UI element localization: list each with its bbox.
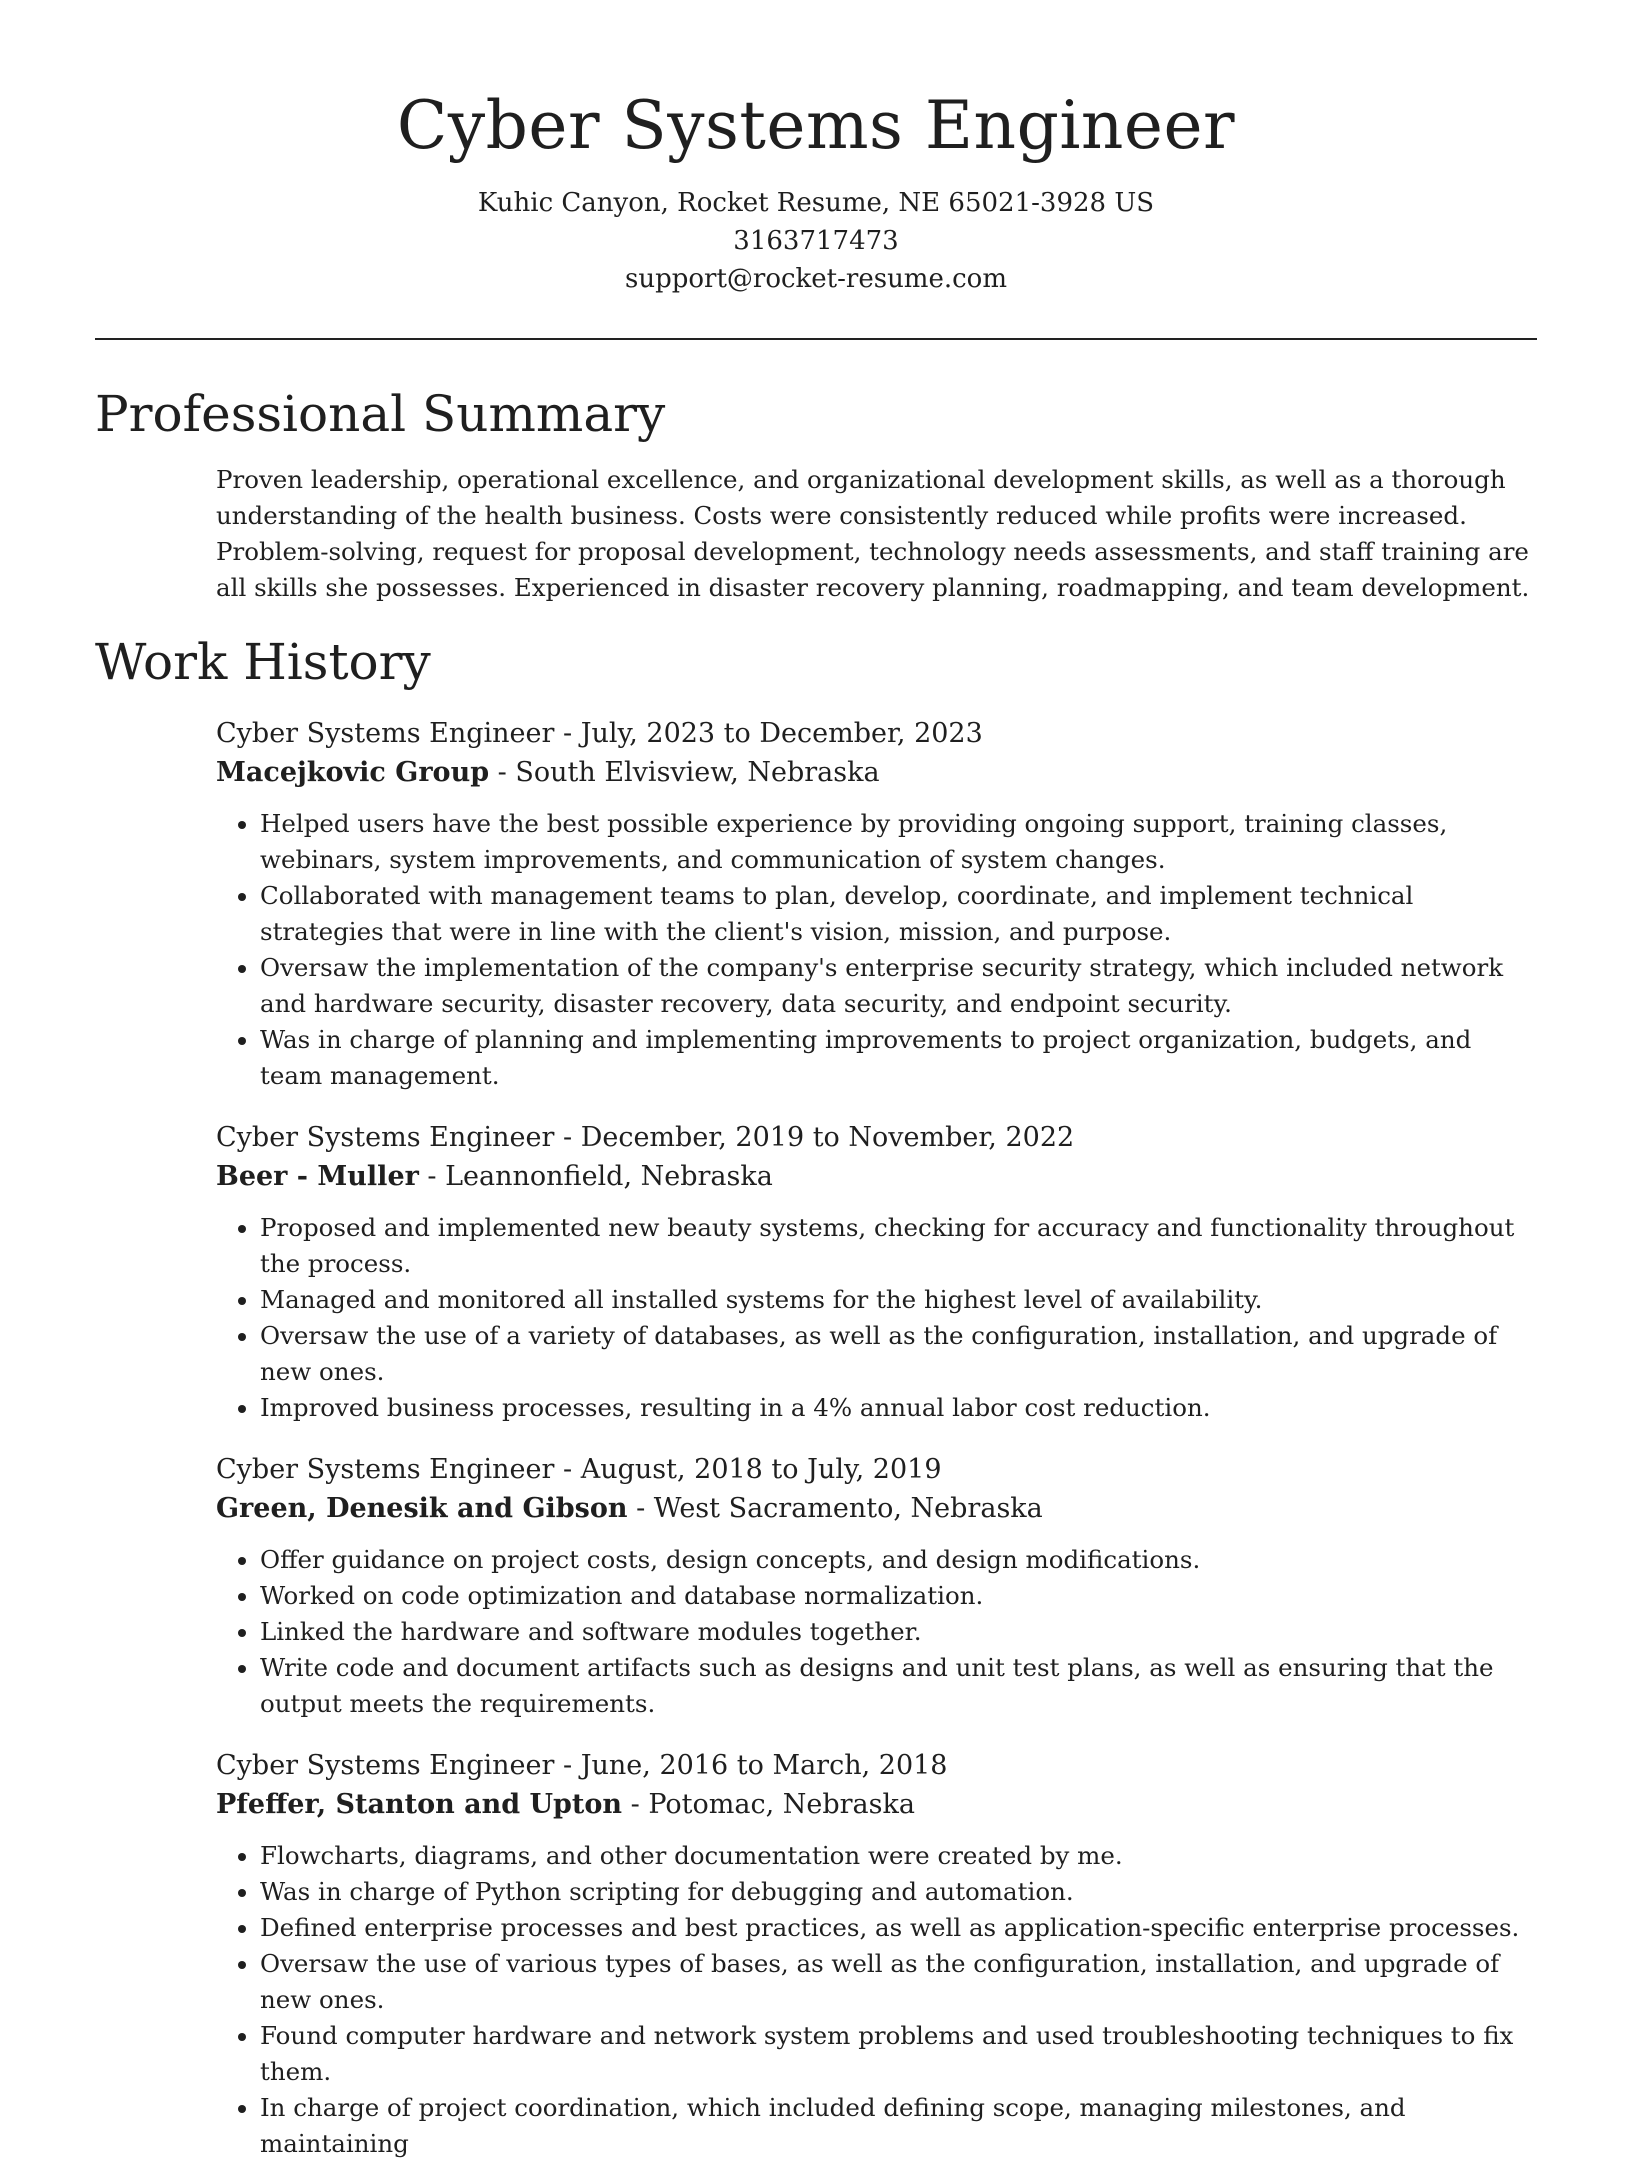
job-bullet: • Write code and document artifacts such as designs and unit test plans, as well as ensuring that the output meets the requirements. <box>260 1650 1537 1722</box>
job-dates: - December, 2019 to November, 2022 <box>554 1122 1075 1153</box>
job-company-line <box>216 1157 1537 1196</box>
job-company: Beer - Muller <box>216 1161 419 1192</box>
job-title: Cyber Systems Engineer <box>216 1750 555 1781</box>
job-company-line <box>216 1489 1537 1528</box>
job-bullet: • Managed and monitored all installed systems for the highest level of availability. <box>260 1282 1537 1318</box>
job-bullets <box>216 1210 1537 1426</box>
job-location: - South Elvisview, Nebraska <box>489 757 880 788</box>
job-company-line <box>216 753 1537 792</box>
summary-text: Proven leadership, operational excellence, and organizational development skills, as well as a thorough understanding of the health business. Costs were consistently reduced while profits were increased. Problem-solving, request for proposal development, technology needs assessments, and staff training are all skills she possesses. Experienced in disaster recovery planning, roadmapping, and team development. <box>216 465 1530 602</box>
contact-phone: 3163717473 <box>733 226 899 256</box>
contact-address: Kuhic Canyon, Rocket Resume, NE 65021-3928 US <box>477 188 1155 218</box>
job-location: - Potomac, Nebraska <box>622 1789 915 1820</box>
contact-block <box>95 184 1537 298</box>
header-divider <box>95 338 1537 340</box>
job-bullet: • Oversaw the implementation of the company's enterprise security strategy, which included network and hardware security, disaster recovery, data security, and endpoint security. <box>260 950 1537 1022</box>
job-entry <box>216 714 1537 1094</box>
job-dates: - August, 2018 to July, 2019 <box>554 1454 942 1485</box>
job-location: - West Sacramento, Nebraska <box>627 1493 1043 1524</box>
contact-email: support@rocket-resume.com <box>624 264 1007 294</box>
job-bullet: • Collaborated with management teams to plan, develop, coordinate, and implement technical strategies that were in line with the client's vision, mission, and purpose. <box>260 878 1537 950</box>
job-title-line <box>216 714 1537 753</box>
job-bullet: • Flowcharts, diagrams, and other documentation were created by me. <box>260 1838 1537 1874</box>
job-bullet: • Was in charge of Python scripting for debugging and automation. <box>260 1874 1537 1910</box>
resume-name: Cyber Systems Engineer <box>396 87 1236 164</box>
summary-heading: Professional Summary <box>95 385 666 443</box>
job-bullet: • Helped users have the best possible experience by providing ongoing support, training classes, webinars, system improvements, and communication of system changes. <box>260 806 1537 878</box>
job-title-line <box>216 1450 1537 1489</box>
job-company: Green, Denesik and Gibson <box>216 1493 628 1524</box>
job-bullet: • Oversaw the use of various types of bases, as well as the configuration, installation, and upgrade of new ones. <box>260 1946 1537 2018</box>
job-entry <box>216 1450 1537 1722</box>
job-bullets <box>216 1838 1537 2162</box>
job-bullet: • Found computer hardware and network system problems and used troubleshooting techniques to fix them. <box>260 2018 1537 2090</box>
job-title: Cyber Systems Engineer <box>216 1122 555 1153</box>
job-location: - Leannonfield, Nebraska <box>418 1161 773 1192</box>
job-bullet: • Worked on code optimization and database normalization. <box>260 1578 1537 1614</box>
work-history-section <box>95 714 1537 2162</box>
job-bullet: • Improved business processes, resulting in a 4% annual labor cost reduction. <box>260 1390 1537 1426</box>
job-bullet: • Was in charge of planning and implementing improvements to project organization, budgets, and team management. <box>260 1022 1537 1094</box>
job-bullet: • Offer guidance on project costs, design concepts, and design modifications. <box>260 1542 1537 1578</box>
job-title-line <box>216 1746 1537 1785</box>
job-company: Pfeffer, Stanton and Upton <box>216 1789 623 1820</box>
job-company-line <box>216 1785 1537 1824</box>
job-bullet: • Defined enterprise processes and best practices, as well as application-specific enterprise processes. <box>260 1910 1537 1946</box>
job-bullet: • Linked the hardware and software modules together. <box>260 1614 1537 1650</box>
job-bullet: • Oversaw the use of a variety of databases, as well as the configuration, installation, and upgrade of new ones. <box>260 1318 1537 1390</box>
job-title-line <box>216 1118 1537 1157</box>
job-bullet: • Proposed and implemented new beauty systems, checking for accuracy and functionality throughout the process. <box>260 1210 1537 1282</box>
job-dates: - June, 2016 to March, 2018 <box>554 1750 948 1781</box>
job-title: Cyber Systems Engineer <box>216 718 555 749</box>
job-company: Macejkovic Group <box>216 757 490 788</box>
work-history-heading: Work History <box>95 633 431 691</box>
job-bullets <box>216 806 1537 1094</box>
job-entry <box>216 1118 1537 1426</box>
job-title: Cyber Systems Engineer <box>216 1454 555 1485</box>
job-dates: - July, 2023 to December, 2023 <box>554 718 983 749</box>
summary-section <box>95 462 1537 606</box>
job-bullet: • In charge of project coordination, which included defining scope, managing milestones, and maintaining <box>260 2090 1537 2162</box>
job-bullets <box>216 1542 1537 1722</box>
resume-header <box>95 0 1537 298</box>
job-entry <box>216 1746 1537 2162</box>
